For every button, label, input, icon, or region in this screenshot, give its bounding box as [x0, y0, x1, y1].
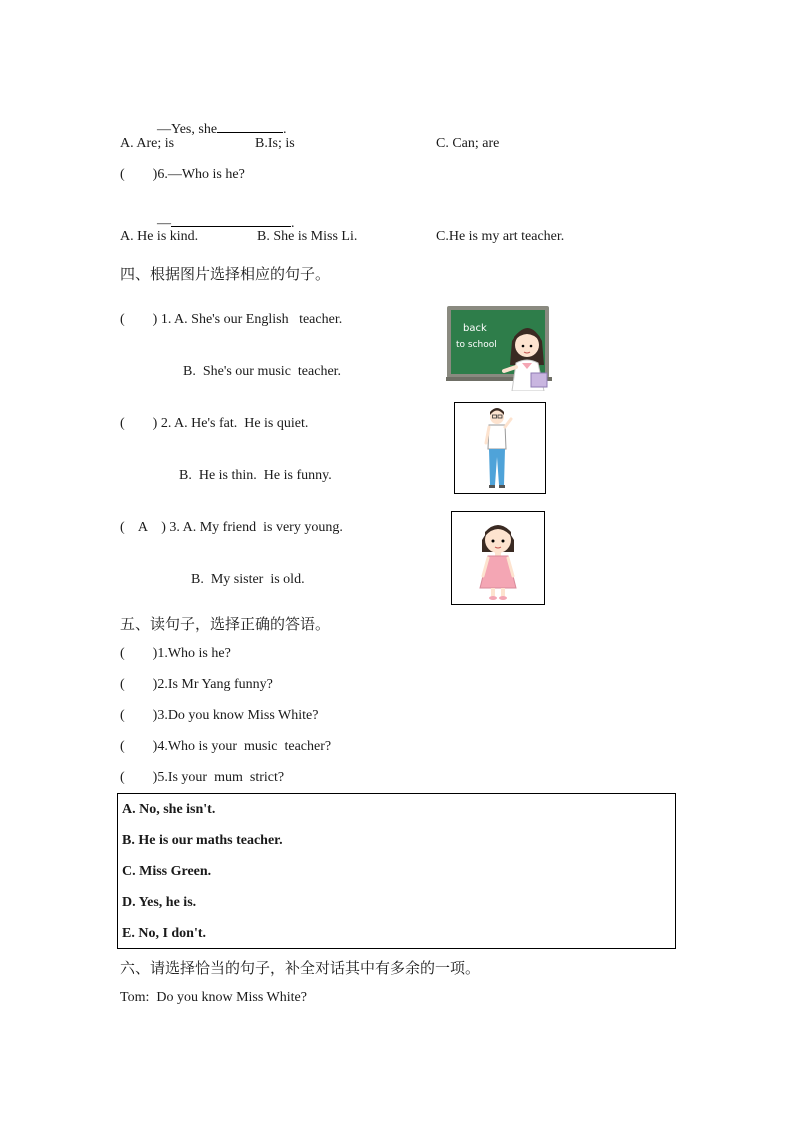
s4-q2-option-a: ( ) 2. A. He's fat. He is quiet.	[120, 416, 309, 431]
s5-question-3: ( )3.Do you know Miss White?	[120, 708, 319, 723]
answer-option-b: B. He is our maths teacher.	[122, 833, 283, 848]
answer-option-c: C. Miss Green.	[122, 864, 212, 879]
girl-pink-dress-picture	[451, 511, 545, 605]
s4-q1-option-a: ( ) 1. A. She's our English teacher.	[120, 312, 343, 327]
q6-option-a: A. He is kind.	[120, 229, 199, 244]
q5-option-a: A. Are; is	[120, 136, 175, 151]
section5-heading: 五、读句子，选择正确的答语。	[120, 615, 331, 633]
q5-answer-blank	[217, 120, 283, 133]
teacher-blackboard-picture	[446, 305, 552, 391]
s4-q3-option-a: ( A ) 3. A. My friend is very young.	[120, 520, 343, 535]
s4-q3-option-b: B. My sister is old.	[191, 572, 305, 587]
q6-question: ( )6.—Who is he?	[120, 167, 245, 182]
s5-question-2: ( )2.Is Mr Yang funny?	[120, 677, 273, 692]
q5-answer-suffix: .	[283, 122, 287, 137]
board-text-to-school: to school	[456, 340, 497, 350]
answer-options-box	[117, 793, 676, 949]
q5-option-b: B.Is; is	[255, 136, 295, 151]
thin-boy-picture	[454, 402, 546, 494]
answer-option-e: E. No, I don't.	[122, 926, 207, 941]
q6-answer-blank	[171, 214, 291, 227]
section6-heading: 六、请选择恰当的句子，补全对话其中有多余的一项。	[120, 959, 481, 977]
q6-answer-prefix: —	[157, 216, 171, 231]
q6-option-c: C.He is my art teacher.	[436, 229, 565, 244]
q6-answer-line	[150, 198, 295, 232]
s6-dialogue-line-1: Tom: Do you know Miss White?	[120, 990, 307, 1005]
board-text-back: back	[463, 323, 487, 334]
s5-question-1: ( )1.Who is he?	[120, 646, 231, 661]
s4-q2-option-b: B. He is thin. He is funny.	[179, 468, 332, 483]
section4-heading: 四、根据图片选择相应的句子。	[120, 265, 331, 283]
s5-question-4: ( )4.Who is your music teacher?	[120, 739, 332, 754]
q6-answer-suffix: .	[291, 216, 295, 231]
s5-question-5: ( )5.Is your mum strict?	[120, 770, 285, 785]
answer-option-d: D. Yes, he is.	[122, 895, 197, 910]
answer-option-a: A. No, she isn't.	[122, 802, 216, 817]
q6-option-b: B. She is Miss Li.	[257, 229, 358, 244]
q5-answer-prefix: —Yes, she	[157, 122, 218, 137]
q5-option-c: C. Can; are	[436, 136, 500, 151]
s4-q1-option-b: B. She's our music teacher.	[183, 364, 342, 379]
q5-answer-line	[150, 104, 287, 138]
